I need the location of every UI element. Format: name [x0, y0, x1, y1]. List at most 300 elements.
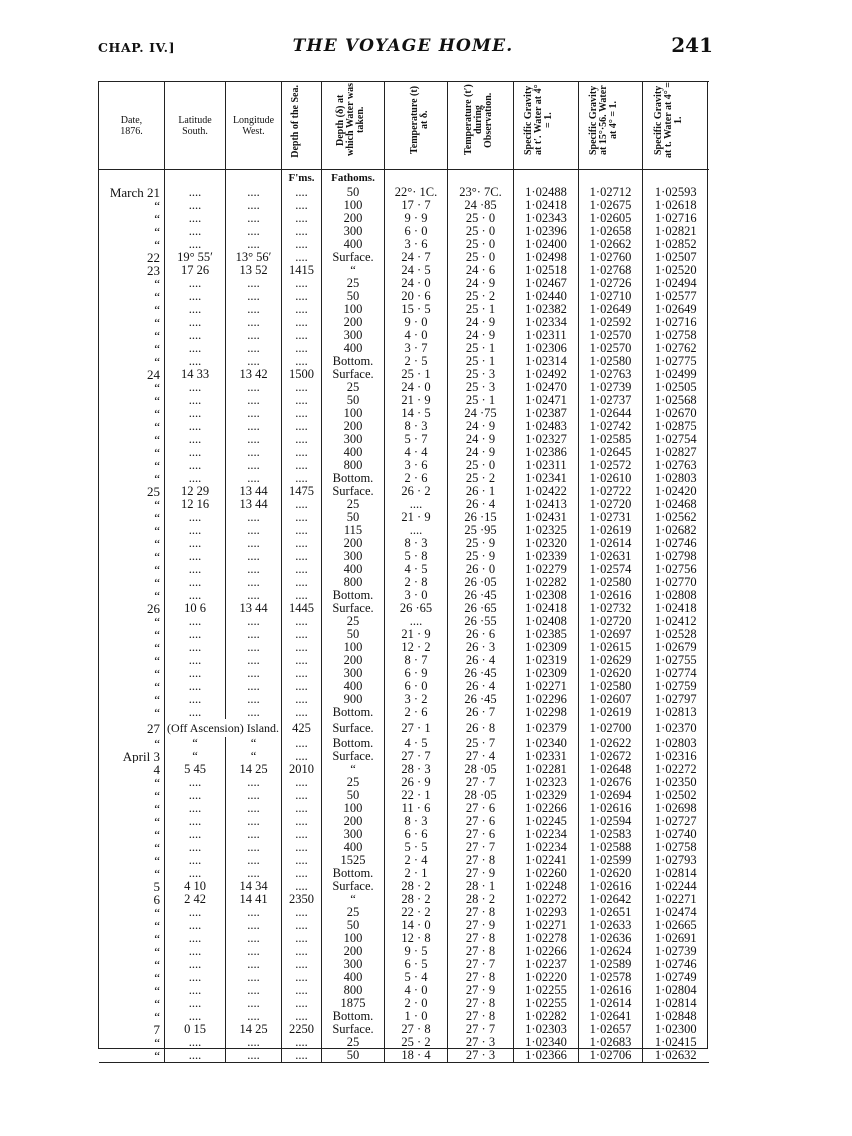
table-row: [99, 342, 709, 355]
cell-longitude: ....: [226, 199, 282, 212]
cell-sample-depth: 300: [322, 550, 385, 563]
table-row: [99, 919, 709, 932]
cell-temperature: 2 · 4: [385, 854, 448, 867]
cell-latitude: 10 6: [165, 602, 226, 615]
cell-obs-temperature: 25 · 0: [448, 225, 514, 238]
table-row: [99, 719, 709, 737]
cell-sg-t-prime: 1·02492: [514, 368, 579, 381]
cell-sg-15-56: 1·02629: [579, 654, 643, 667]
cell-sample-depth: Bottom.: [322, 355, 385, 368]
cell-obs-temperature: 26 ·45: [448, 693, 514, 706]
table-row: [99, 893, 709, 906]
cell-date: “: [154, 576, 160, 589]
cell-longitude: ....: [226, 997, 282, 1010]
unit-cell: [385, 170, 448, 187]
cell-obs-temperature: 27 · 4: [448, 750, 514, 763]
cell-longitude: ....: [226, 381, 282, 394]
cell-date: “: [154, 841, 160, 854]
cell-sg-t: 1·02494: [643, 277, 709, 290]
column-header-temperature-observation: Temperature (t′) during Observation.: [448, 82, 514, 170]
cell-temperature: 27 · 8: [385, 1023, 448, 1036]
cell-date: “: [154, 394, 160, 407]
cell-depth-of-sea: ....: [282, 238, 322, 251]
units-row: [99, 170, 709, 187]
cell-obs-temperature: 28 · 1: [448, 880, 514, 893]
cell-obs-temperature: 25 · 3: [448, 381, 514, 394]
table-row: [99, 1036, 709, 1049]
cell-sg-t-prime: 1·02418: [514, 199, 579, 212]
cell-sg-15-56: 1·02620: [579, 667, 643, 680]
cell-temperature: ....: [385, 524, 448, 537]
cell-sg-t-prime: 1·02266: [514, 945, 579, 958]
cell-longitude: ....: [226, 615, 282, 628]
column-header-depth-of-sea: Depth of the Sea.: [282, 82, 322, 170]
cell-depth-of-sea: ....: [282, 355, 322, 368]
cell-date: “: [154, 355, 160, 368]
cell-latitude: ....: [165, 550, 226, 563]
cell-sample-depth: 400: [322, 841, 385, 854]
cell-latitude: ....: [165, 394, 226, 407]
cell-sg-t-prime: 1·02234: [514, 841, 579, 854]
table-row: [99, 867, 709, 880]
cell-sg-15-56: 1·02645: [579, 446, 643, 459]
cell-sg-t-prime: 1·02298: [514, 706, 579, 719]
cell-sg-t-prime: 1·02311: [514, 459, 579, 472]
cell-date: “: [154, 828, 160, 841]
cell-sg-t: 1·02749: [643, 971, 709, 984]
unit-cell: [226, 170, 282, 187]
cell-depth-of-sea: ....: [282, 854, 322, 867]
table-row: [99, 628, 709, 641]
cell-sample-depth: 300: [322, 225, 385, 238]
cell-longitude: ....: [226, 277, 282, 290]
cell-sg-t: 1·02618: [643, 199, 709, 212]
cell-date: 22: [147, 251, 160, 264]
cell-obs-temperature: 25 · 1: [448, 303, 514, 316]
cell-date: “: [154, 212, 160, 225]
table-row: [99, 958, 709, 971]
cell-date: 24: [147, 368, 160, 381]
cell-sg-t-prime: 1·02422: [514, 485, 579, 498]
cell-temperature: 27 · 1: [385, 719, 448, 737]
cell-temperature: 25 · 1: [385, 368, 448, 381]
cell-sg-15-56: 1·02760: [579, 251, 643, 264]
cell-date: “: [154, 984, 160, 997]
cell-sg-t-prime: 1·02327: [514, 433, 579, 446]
cell-temperature: 21 · 9: [385, 394, 448, 407]
cell-sg-15-56: 1·02641: [579, 1010, 643, 1023]
cell-sg-t: 1·02698: [643, 802, 709, 815]
cell-longitude: 13 52: [226, 264, 282, 277]
cell-sample-depth: 50: [322, 290, 385, 303]
cell-sg-t: 1·02716: [643, 212, 709, 225]
cell-sg-t-prime: 1·02518: [514, 264, 579, 277]
cell-sample-depth: 300: [322, 433, 385, 446]
cell-sample-depth: 200: [322, 212, 385, 225]
cell-depth-of-sea: 1445: [282, 602, 322, 615]
cell-latitude: ....: [165, 459, 226, 472]
cell-sg-t-prime: 1·02467: [514, 277, 579, 290]
cell-longitude: ....: [226, 563, 282, 576]
cell-sample-depth: 25: [322, 906, 385, 919]
cell-date: “: [154, 919, 160, 932]
table-row: [99, 498, 709, 511]
cell-depth-of-sea: 2250: [282, 1023, 322, 1036]
cell-temperature: 21 · 9: [385, 511, 448, 524]
cell-obs-temperature: 28 · 2: [448, 893, 514, 906]
cell-sg-t: 1·02468: [643, 498, 709, 511]
cell-sg-t-prime: 1·02271: [514, 919, 579, 932]
cell-sg-t: 1·02300: [643, 1023, 709, 1036]
column-header-longitude: Longitude West.: [226, 82, 282, 170]
cell-depth-of-sea: ....: [282, 1036, 322, 1049]
cell-obs-temperature: 23°· 7C.: [448, 186, 514, 199]
cell-sample-depth: 25: [322, 615, 385, 628]
cell-sg-15-56: 1·02722: [579, 485, 643, 498]
cell-sg-t-prime: 1·02296: [514, 693, 579, 706]
cell-sg-t-prime: 1·02255: [514, 984, 579, 997]
cell-sg-t-prime: 1·02320: [514, 537, 579, 550]
cell-sg-15-56: 1·02726: [579, 277, 643, 290]
cell-depth-of-sea: ....: [282, 971, 322, 984]
cell-temperature: 5 · 4: [385, 971, 448, 984]
cell-obs-temperature: 26 · 4: [448, 498, 514, 511]
cell-sg-t: 1·02758: [643, 329, 709, 342]
cell-sg-t-prime: 1·02413: [514, 498, 579, 511]
table-row: [99, 971, 709, 984]
cell-sample-depth: Bottom.: [322, 1010, 385, 1023]
cell-latitude: ....: [165, 303, 226, 316]
cell-latitude: ....: [165, 906, 226, 919]
cell-longitude: 13° 56′: [226, 251, 282, 264]
cell-depth-of-sea: ....: [282, 459, 322, 472]
cell-sg-t-prime: 1·02278: [514, 932, 579, 945]
cell-longitude: ....: [226, 511, 282, 524]
table-row: [99, 225, 709, 238]
cell-latitude: ....: [165, 706, 226, 719]
cell-sg-t: 1·02502: [643, 789, 709, 802]
cell-date: “: [154, 407, 160, 420]
cell-longitude: ....: [226, 776, 282, 789]
cell-longitude: ....: [226, 628, 282, 641]
cell-sg-t: 1·02272: [643, 763, 709, 776]
cell-sg-t-prime: 1·02314: [514, 355, 579, 368]
cell-latitude: ....: [165, 199, 226, 212]
cell-sg-t-prime: 1·02440: [514, 290, 579, 303]
cell-sample-depth: 200: [322, 654, 385, 667]
cell-longitude: ....: [226, 407, 282, 420]
table-row: [99, 290, 709, 303]
cell-longitude: ....: [226, 186, 282, 199]
cell-sg-t: 1·02759: [643, 680, 709, 693]
cell-depth-of-sea: ....: [282, 667, 322, 680]
cell-longitude: ....: [226, 394, 282, 407]
cell-temperature: ....: [385, 615, 448, 628]
cell-sg-t: 1·02813: [643, 706, 709, 719]
cell-sg-15-56: 1·02742: [579, 420, 643, 433]
cell-sample-depth: 400: [322, 563, 385, 576]
cell-date: 27: [147, 720, 160, 736]
cell-longitude: ....: [226, 342, 282, 355]
table-row: [99, 459, 709, 472]
cell-latitude: 12 29: [165, 485, 226, 498]
cell-sample-depth: 100: [322, 407, 385, 420]
cell-depth-of-sea: ....: [282, 433, 322, 446]
cell-sg-t-prime: 1·02260: [514, 867, 579, 880]
cell-sg-t: 1·02754: [643, 433, 709, 446]
cell-sg-15-56: 1·02710: [579, 290, 643, 303]
cell-obs-temperature: 25 · 1: [448, 355, 514, 368]
cell-sg-15-56: 1·02697: [579, 628, 643, 641]
cell-latitude: ....: [165, 563, 226, 576]
cell-sample-depth: 400: [322, 342, 385, 355]
cell-temperature: 6 · 9: [385, 667, 448, 680]
cell-sg-t-prime: 1·02255: [514, 997, 579, 1010]
cell-latitude: ....: [165, 277, 226, 290]
cell-sample-depth: 200: [322, 316, 385, 329]
cell-latitude: ....: [165, 789, 226, 802]
cell-latitude: ....: [165, 919, 226, 932]
unit-cell: F'ms.: [282, 170, 322, 187]
table-row: [99, 776, 709, 789]
cell-sg-15-56: 1·02636: [579, 932, 643, 945]
cell-obs-temperature: 27 · 9: [448, 867, 514, 880]
cell-obs-temperature: 27 · 8: [448, 932, 514, 945]
cell-sg-15-56: 1·02605: [579, 212, 643, 225]
cell-sg-15-56: 1·02572: [579, 459, 643, 472]
table-row: [99, 841, 709, 854]
cell-date: “: [154, 628, 160, 641]
cell-temperature: ....: [385, 498, 448, 511]
cell-date: “: [154, 667, 160, 680]
cell-sg-t-prime: 1·02331: [514, 750, 579, 763]
cell-depth-of-sea: ....: [282, 251, 322, 264]
cell-obs-temperature: 27 · 8: [448, 971, 514, 984]
cell-sample-depth: 200: [322, 945, 385, 958]
cell-obs-temperature: 26 ·55: [448, 615, 514, 628]
cell-sg-t-prime: 1·02308: [514, 589, 579, 602]
cell-date: “: [99, 1049, 165, 1063]
cell-date: “: [154, 524, 160, 537]
cell-latitude: ....: [165, 212, 226, 225]
cell-sg-15-56: 1·02610: [579, 472, 643, 485]
cell-sg-15-56: 1·02657: [579, 1023, 643, 1036]
cell-temperature: 27 · 7: [385, 750, 448, 763]
cell-latitude: ....: [165, 1036, 226, 1049]
cell-sg-15-56: 1·02706: [579, 1049, 643, 1063]
cell-temperature: 5 · 7: [385, 433, 448, 446]
cell-sg-t: 1·02755: [643, 654, 709, 667]
cell-date: “: [154, 1036, 160, 1049]
cell-sample-depth: 25: [322, 381, 385, 394]
cell-sample-depth: 200: [322, 420, 385, 433]
cell-temperature: 28 · 3: [385, 763, 448, 776]
table-row: [99, 420, 709, 433]
table-row: [99, 984, 709, 997]
cell-longitude: ....: [226, 1010, 282, 1023]
cell-longitude: ....: [226, 472, 282, 485]
cell-sg-15-56: 1·02649: [579, 303, 643, 316]
cell-depth-of-sea: ....: [282, 316, 322, 329]
table-row: [99, 381, 709, 394]
cell-temperature: 9 · 0: [385, 316, 448, 329]
cell-sg-t-prime: 1·02303: [514, 1023, 579, 1036]
cell-temperature: 24 · 5: [385, 264, 448, 277]
cell-latitude: ....: [165, 641, 226, 654]
cell-date: “: [154, 737, 160, 750]
cell-sample-depth: Surface.: [322, 485, 385, 498]
cell-temperature: 8 · 7: [385, 654, 448, 667]
cell-sample-depth: 300: [322, 667, 385, 680]
cell-sg-t-prime: 1·02329: [514, 789, 579, 802]
cell-sample-depth: 800: [322, 984, 385, 997]
cell-longitude: ....: [226, 1049, 282, 1063]
cell-temperature: 26 ·65: [385, 602, 448, 615]
cell-sg-t-prime: 1·02334: [514, 316, 579, 329]
cell-latitude: ....: [165, 841, 226, 854]
cell-sg-t: 1·02649: [643, 303, 709, 316]
cell-latitude: ....: [165, 433, 226, 446]
column-header-latitude: Latitude South.: [165, 82, 226, 170]
cell-depth-of-sea: 2010: [282, 763, 322, 776]
cell-sg-t: 1·02746: [643, 958, 709, 971]
cell-date: “: [154, 906, 160, 919]
cell-date: “: [154, 316, 160, 329]
cell-obs-temperature: 25 · 2: [448, 290, 514, 303]
table-row: [99, 945, 709, 958]
cell-depth-of-sea: ....: [282, 945, 322, 958]
cell-sg-t: 1·02793: [643, 854, 709, 867]
table-row: [99, 407, 709, 420]
cell-sg-15-56: 1·02648: [579, 763, 643, 776]
cell-depth-of-sea: ....: [282, 737, 322, 750]
cell-date: “: [154, 802, 160, 815]
unit-cell: [165, 170, 226, 187]
cell-depth-of-sea: ....: [282, 498, 322, 511]
cell-longitude: 13 44: [226, 602, 282, 615]
cell-sg-t-prime: 1·02400: [514, 238, 579, 251]
cell-depth-of-sea: ....: [282, 802, 322, 815]
table-row: [99, 199, 709, 212]
cell-longitude: ....: [226, 802, 282, 815]
table-row: [99, 997, 709, 1010]
cell-sample-depth: 100: [322, 303, 385, 316]
cell-sample-depth: “: [322, 264, 385, 277]
cell-sg-t: 1·02412: [643, 615, 709, 628]
cell-latitude: ....: [165, 537, 226, 550]
cell-latitude: ....: [165, 355, 226, 368]
cell-sg-15-56: 1·02700: [579, 719, 643, 737]
unit-cell: [643, 170, 709, 187]
cell-longitude: ....: [226, 654, 282, 667]
cell-sample-depth: Surface.: [322, 1023, 385, 1036]
cell-date: “: [154, 1010, 160, 1023]
cell-latitude: ....: [165, 511, 226, 524]
cell-sg-15-56: 1·02588: [579, 841, 643, 854]
cell-sg-15-56: 1·02615: [579, 641, 643, 654]
cell-longitude: ....: [226, 641, 282, 654]
cell-sg-t-prime: 1·02323: [514, 776, 579, 789]
cell-sample-depth: 300: [322, 329, 385, 342]
cell-date: “: [154, 498, 160, 511]
cell-sample-depth: 200: [322, 815, 385, 828]
table-row: [99, 1049, 709, 1063]
cell-depth-of-sea: ....: [282, 880, 322, 893]
cell-sg-15-56: 1·02619: [579, 706, 643, 719]
cell-longitude: ....: [226, 225, 282, 238]
cell-latitude: “: [165, 750, 226, 763]
cell-sg-t-prime: 1·02385: [514, 628, 579, 641]
table-row: [99, 815, 709, 828]
cell-sg-t-prime: 1·02470: [514, 381, 579, 394]
cell-sg-t: 1·02803: [643, 737, 709, 750]
cell-obs-temperature: 27 · 6: [448, 815, 514, 828]
cell-date: “: [154, 472, 160, 485]
cell-obs-temperature: 24 · 6: [448, 264, 514, 277]
cell-date: “: [154, 342, 160, 355]
cell-sg-15-56: 1·02607: [579, 693, 643, 706]
cell-sample-depth: Surface.: [322, 750, 385, 763]
cell-sg-t: 1·02568: [643, 394, 709, 407]
cell-sample-depth: “: [322, 893, 385, 906]
table-row: [99, 251, 709, 264]
cell-temperature: 20 · 6: [385, 290, 448, 303]
cell-temperature: 17 · 7: [385, 199, 448, 212]
cell-obs-temperature: 25 · 3: [448, 368, 514, 381]
cell-latitude: 12 16: [165, 498, 226, 511]
table-row: [99, 472, 709, 485]
table-row: [99, 446, 709, 459]
cell-sg-15-56: 1·02580: [579, 355, 643, 368]
cell-sg-15-56: 1·02616: [579, 984, 643, 997]
cell-sample-depth: 50: [322, 511, 385, 524]
cell-obs-temperature: 27 · 7: [448, 958, 514, 971]
cell-sg-t: 1·02271: [643, 893, 709, 906]
table-row: [99, 368, 709, 381]
cell-latitude: ....: [165, 420, 226, 433]
cell-depth-of-sea: ....: [282, 329, 322, 342]
cell-sg-15-56: 1·02570: [579, 342, 643, 355]
cell-latitude: ....: [165, 615, 226, 628]
cell-temperature: 28 · 2: [385, 880, 448, 893]
cell-longitude: 13 44: [226, 485, 282, 498]
cell-sg-t: 1·02370: [643, 719, 709, 737]
cell-sg-t-prime: 1·02241: [514, 854, 579, 867]
cell-temperature: 1 · 0: [385, 1010, 448, 1023]
cell-obs-temperature: 25 · 0: [448, 251, 514, 264]
cell-longitude: 14 25: [226, 1023, 282, 1036]
cell-depth-of-sea: ....: [282, 867, 322, 880]
cell-obs-temperature: 25 · 0: [448, 238, 514, 251]
cell-temperature: 28 · 2: [385, 893, 448, 906]
cell-sg-15-56: 1·02622: [579, 737, 643, 750]
cell-longitude: ....: [226, 984, 282, 997]
cell-obs-temperature: 26 · 4: [448, 654, 514, 667]
table-row: [99, 789, 709, 802]
cell-obs-temperature: 26 · 1: [448, 485, 514, 498]
cell-sample-depth: Bottom.: [322, 867, 385, 880]
cell-sg-15-56: 1·02592: [579, 316, 643, 329]
table-row: [99, 537, 709, 550]
cell-temperature: 26 · 9: [385, 776, 448, 789]
cell-sg-15-56: 1·02651: [579, 906, 643, 919]
cell-sample-depth: Surface.: [322, 719, 385, 737]
cell-depth-of-sea: ....: [282, 472, 322, 485]
cell-sg-15-56: 1·02594: [579, 815, 643, 828]
cell-sg-15-56: 1·02616: [579, 589, 643, 602]
cell-longitude: ....: [226, 906, 282, 919]
cell-obs-temperature: 27 · 6: [448, 828, 514, 841]
